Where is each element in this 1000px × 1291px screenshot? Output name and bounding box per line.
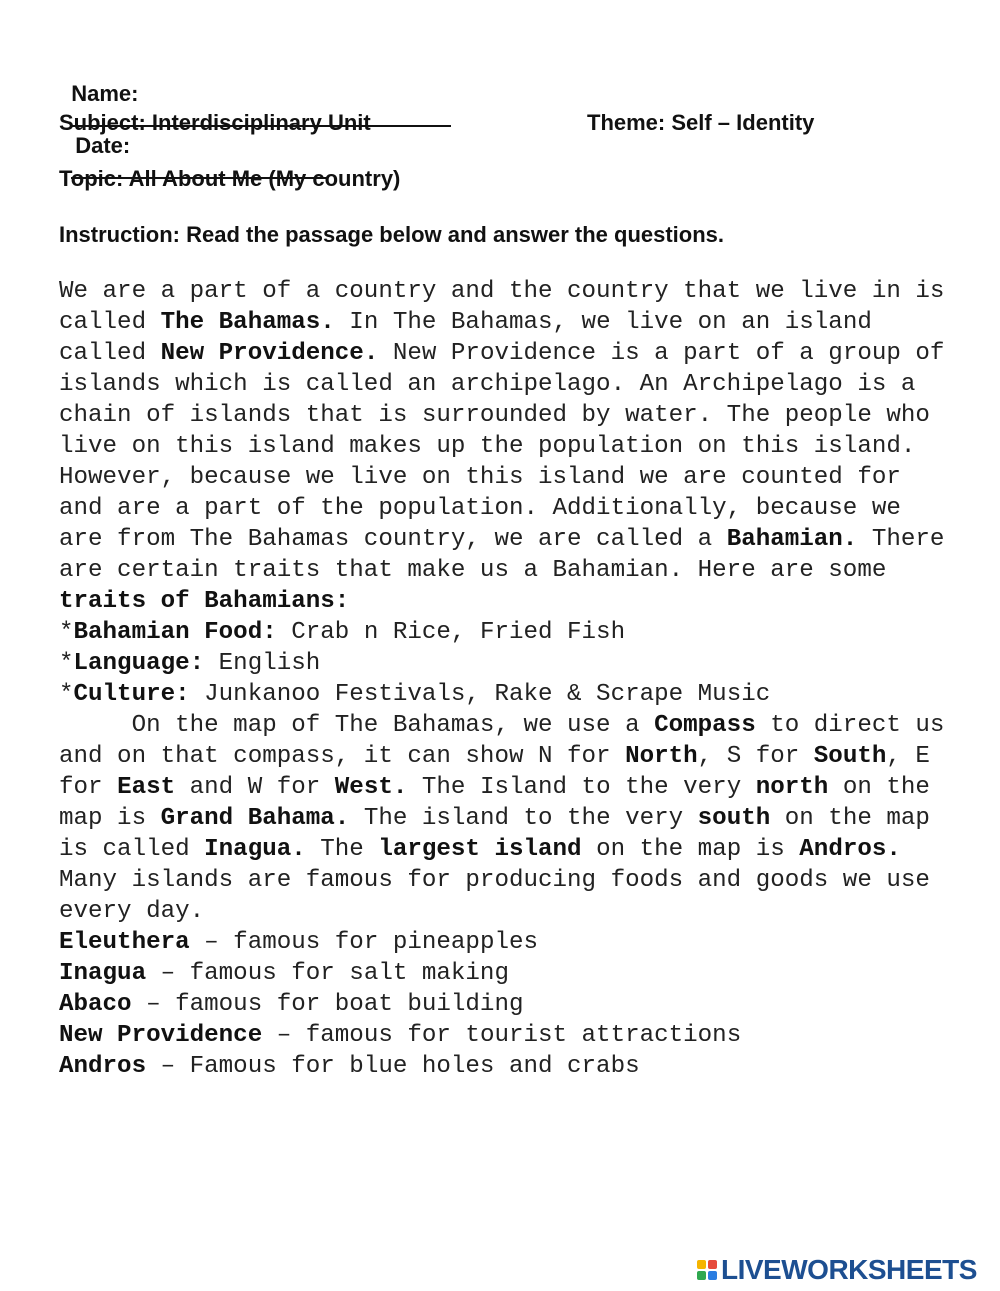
passage-line	[59, 524, 979, 555]
text-span: every day.	[59, 898, 205, 925]
passage-line	[59, 865, 979, 896]
bold-text: largest island	[378, 836, 582, 863]
bold-text: Inagua.	[204, 836, 306, 863]
logo-square-yellow	[697, 1260, 706, 1269]
text-span: New Providence is a part of a group of	[378, 340, 945, 367]
bold-text: West.	[334, 774, 408, 801]
text-span: islands which is called an archipelago. An Archipelago is a	[59, 371, 916, 398]
text-span: to direct us	[755, 712, 945, 739]
bold-text: Bahamian Food:	[73, 619, 277, 646]
instruction-line: Instruction: Read the passage below and answer the questions.	[59, 222, 725, 247]
text-span: However, because we live on this island we are counted for	[59, 464, 901, 491]
passage-line	[59, 586, 979, 617]
text-span: On the map of The Bahamas, we use a	[59, 712, 655, 739]
text-span: , E	[886, 743, 930, 770]
passage-line	[59, 958, 979, 989]
text-span: and W for	[175, 774, 335, 801]
name-label: Name:	[71, 81, 139, 106]
passage-line	[59, 989, 979, 1020]
passage-line	[59, 493, 979, 524]
text-span: – famous for pineapples	[189, 929, 538, 956]
text-span: The Island to the very	[407, 774, 756, 801]
passage-line	[59, 1020, 979, 1051]
passage-line	[59, 462, 979, 493]
passage-line	[59, 896, 979, 927]
logo-text: LIVEWORKSHEETS	[721, 1254, 977, 1285]
date-label: Date:	[75, 133, 131, 158]
bold-text: South	[813, 743, 887, 770]
topic-line: Topic: All About Me (My country)	[59, 166, 401, 191]
text-span: on the map	[770, 805, 930, 832]
bold-text: Andros	[59, 1053, 147, 1080]
text-span: Crab n Rice, Fried Fish	[276, 619, 626, 646]
text-span: on the	[828, 774, 930, 801]
text-span: are from The Bahamas country, we are called a	[59, 526, 727, 553]
text-span: *	[59, 650, 74, 677]
text-span: called	[59, 340, 161, 367]
passage-line	[59, 772, 979, 803]
passage-line	[59, 276, 979, 307]
text-span: is called	[59, 836, 205, 863]
liveworksheets-logo	[697, 1255, 977, 1285]
theme-line: Theme: Self – Identity	[587, 110, 815, 135]
text-span: are certain traits that make us a Bahamian. Here are some	[59, 557, 887, 584]
bold-text: Bahamian.	[726, 526, 858, 553]
passage-line	[59, 648, 979, 679]
subject-line: Subject: Interdisciplinary Unit	[59, 110, 371, 135]
text-span: and are a part of the population. Additionally, because we	[59, 495, 901, 522]
text-span: The	[305, 836, 379, 863]
reading-passage	[59, 276, 979, 1082]
text-span: on the map is	[581, 836, 800, 863]
text-span: In The Bahamas, we live on an island	[334, 309, 872, 336]
bold-text: New Providence	[59, 1022, 263, 1049]
passage-line	[59, 338, 979, 369]
liveworksheets-logo-icon	[697, 1260, 717, 1280]
bold-text: south	[697, 805, 771, 832]
bold-text: Eleuthera	[59, 929, 190, 956]
passage-line	[59, 679, 979, 710]
text-span: There	[857, 526, 945, 553]
text-span: chain of islands that is surrounded by water. The people who	[59, 402, 930, 429]
text-span: *	[59, 681, 74, 708]
passage-line	[59, 710, 979, 741]
logo-square-blue	[708, 1271, 717, 1280]
bold-text: East	[117, 774, 176, 801]
text-span: Many islands are famous for producing foods and goods we use	[59, 867, 930, 894]
text-span: The island to the very	[349, 805, 698, 832]
text-span: – famous for tourist attractions	[262, 1022, 742, 1049]
passage-line	[59, 369, 979, 400]
passage-line	[59, 555, 979, 586]
text-span: live on this island makes up the population on this island.	[59, 433, 916, 460]
bold-text: Andros.	[799, 836, 901, 863]
text-span: and on that compass, it can show N for	[59, 743, 626, 770]
text-span: *	[59, 619, 74, 646]
passage-line	[59, 307, 979, 338]
passage-line	[59, 617, 979, 648]
text-span: Junkanoo Festivals, Rake & Scrape Music	[189, 681, 771, 708]
text-span: – famous for boat building	[131, 991, 524, 1018]
logo-square-green	[697, 1271, 706, 1280]
logo-square-red	[708, 1260, 717, 1269]
bold-text: Inagua	[59, 960, 147, 987]
text-span: called	[59, 309, 161, 336]
passage-line	[59, 1051, 979, 1082]
text-span: – Famous for blue holes and crabs	[146, 1053, 640, 1080]
text-span: We are a part of a country and the country that we live in is	[59, 278, 945, 305]
passage-line	[59, 741, 979, 772]
bold-text: Language:	[73, 650, 205, 677]
bold-text: The Bahamas.	[160, 309, 335, 336]
bold-text: traits of Bahamians:	[59, 588, 350, 615]
bold-text: Compass	[654, 712, 756, 739]
text-span: for	[59, 774, 118, 801]
passage-line	[59, 803, 979, 834]
bold-text: north	[755, 774, 829, 801]
text-span: English	[204, 650, 321, 677]
bold-text: Grand Bahama.	[160, 805, 350, 832]
passage-line	[59, 927, 979, 958]
bold-text: New Providence.	[160, 340, 379, 367]
text-span: , S for	[697, 743, 814, 770]
text-span: map is	[59, 805, 161, 832]
bold-text: Abaco	[59, 991, 132, 1018]
passage-line	[59, 431, 979, 462]
passage-line	[59, 834, 979, 865]
passage-line	[59, 400, 979, 431]
bold-text: North	[625, 743, 698, 770]
text-span: – famous for salt making	[146, 960, 509, 987]
bold-text: Culture:	[73, 681, 190, 708]
